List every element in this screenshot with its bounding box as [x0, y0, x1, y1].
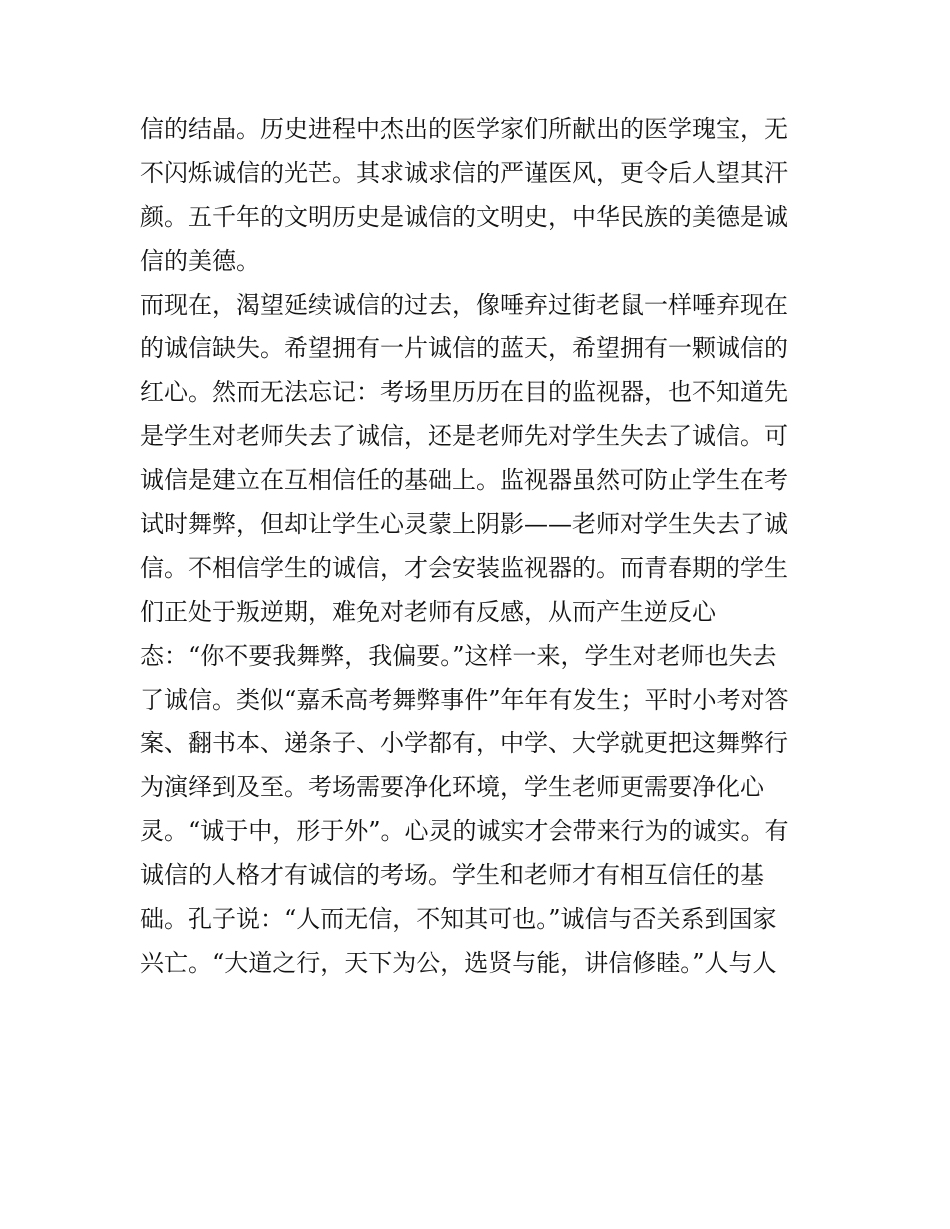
text-line: 信的结晶。历史进程中杰出的医学家们所献出的医学瑰宝，无: [140, 115, 788, 143]
text-line: 为演绎到及至。考场需要净化环境，学生老师更需要净化心: [140, 773, 764, 802]
text-line: 而现在，渴望延续诚信的过去，像唾弃过街老鼠一样唾弃现在: [140, 290, 788, 319]
text-line: 试时舞弊，但却让学生心灵蒙上阴影——老师对学生失去了诚: [140, 510, 788, 539]
text-line: 了诚信。类似“嘉禾高考舞弊事件”年年有发生；平时小考对答: [140, 685, 789, 714]
text-line: 信。不相信学生的诚信，才会安装监视器的。而青春期的学生: [140, 553, 788, 582]
text-line: 兴亡。“大道之行，天下为公，选贤与能，讲信修睦。”人与人: [140, 948, 777, 977]
text-line: 诚信是建立在互相信任的基础上。监视器虽然可防止学生在考: [140, 466, 788, 495]
text-line: 的诚信缺失。希望拥有一片诚信的蓝天，希望拥有一颗诚信的: [140, 334, 788, 363]
text-line: 是学生对老师失去了诚信，还是老师先对学生失去了诚信。可: [140, 422, 788, 451]
text-line: 们正处于叛逆期，难免对老师有反感，从而产生逆反心: [140, 597, 716, 626]
text-line: 础。孔子说：“人而无信，不知其可也。”诚信与否关系到国家: [140, 905, 777, 934]
text-line: 不闪烁诚信的光芒。其求诚求信的严谨医风，更令后人望其汗: [140, 158, 788, 187]
paragraph-1: [140, 108, 820, 284]
text-line: 诚信的人格才有诚信的考场。学生和老师才有相互信任的基: [140, 861, 764, 890]
text-line: 态：“你不要我舞弊，我偏要。”这样一来，学生对老师也失去: [140, 641, 777, 670]
text-line: 灵。“诚于中，形于外”。心灵的诚实才会带来行为的诚实。有: [140, 817, 789, 846]
text-line: 红心。然而无法忘记：考场里历历在目的监视器，也不知道先: [140, 378, 788, 407]
text-line: 颜。五千年的文明历史是诚信的文明史，中华民族的美德是诚: [140, 202, 788, 231]
text-line: 案、翻书本、递条子、小学都有，中学、大学就更把这舞弊行: [140, 729, 788, 758]
text-line: 信的美德。: [140, 246, 260, 275]
body-text: [140, 108, 820, 986]
paragraph-2: [140, 284, 820, 986]
